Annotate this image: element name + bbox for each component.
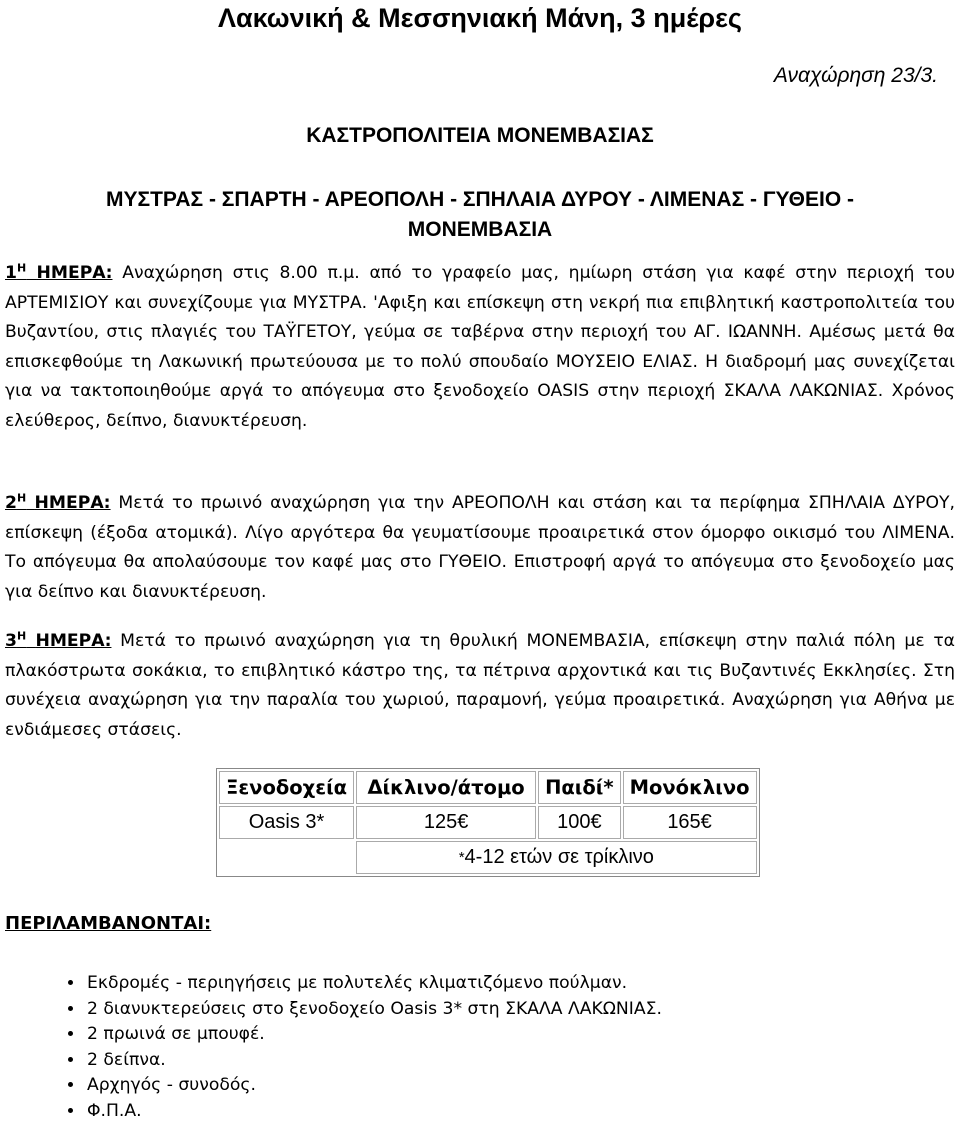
day-1-number: 1 [5, 263, 17, 283]
price-table-header-row [219, 771, 757, 804]
list-item: • Φ.Π.Α. [85, 1099, 662, 1125]
day-3-label [5, 631, 111, 651]
day-2-number: 2 [5, 493, 17, 513]
table-note-row [219, 841, 757, 874]
empty-cell [219, 841, 354, 874]
day-2-paragraph [5, 489, 955, 607]
note-text: 4-12 ετών σε τρίκλινο [464, 846, 654, 868]
header-hotels: Ξενοδοχεία [219, 771, 354, 804]
day-2-label-text: ΗΜΕΡΑ: [34, 493, 111, 513]
child-price-cell: 100€ [538, 806, 621, 839]
day-1-label-text: ΗΜΕΡΑ: [36, 263, 113, 283]
hotel-name-cell: Oasis 3* [219, 806, 354, 839]
document-subtitle: ΚΑΣΤΡΟΠΟΛΙΤΕΙΑ ΜΟΝΕΜΒΑΣΙΑΣ [306, 124, 654, 147]
header-double-per-person: Δίκλινο/άτομο [356, 771, 536, 804]
single-price-cell: 165€ [623, 806, 757, 839]
day-1-superscript: Η [16, 261, 27, 275]
list-item: • Αρχηγός - συνοδός. [85, 1073, 662, 1099]
day-1-text: Αναχώρηση στις 8.00 π.μ. από το γραφείο μας, ημίωρη στάση για καφέ στην περιοχή του ΑΡΤΕΜΙΣΙΟΥ και συνεχίζουμε για ΜΥΣΤΡΑ. 'Αφιξη και επίσκεψη στη νεκρή πια επιβλητική καστροπολιτεία του Βυζαντίου, στις πλαγιές του ΤΑΫΓΕΤΟΥ, γεύμα σε ταβέρνα στην περιοχή του ΑΓ. ΙΩΑΝΝΗ. Αμέσως μετά θα επισκεφθούμε τη Λακωνική πρωτεύουσα με το πολύ σπουδαίο ΜΟΥΣΕΙΟ ΕΛΙΑΣ. Η διαδρομή μας συνεχίζεται για να τακτοποιηθούμε αργά το απόγευμα στο ξενοδοχείο OASIS στην περιοχή ΣΚΑΛΑ ΛΑΚΩΝΙΑΣ. Χρόνος ελεύθερος, δείπνο, διανυκτέρευση. [5, 263, 955, 431]
day-3-superscript: Η [16, 629, 27, 643]
table-row [219, 806, 757, 839]
list-item: • 2 δείπνα. [85, 1048, 662, 1074]
day-1-paragraph [5, 259, 955, 437]
day-2-label [5, 493, 111, 513]
day-3-number: 3 [5, 631, 17, 651]
price-table [216, 768, 760, 877]
list-item: • 2 πρωινά σε μπουφέ. [85, 1022, 662, 1048]
includes-heading: ΠΕΡΙΛΑΜΒΑΝΟΝΤΑΙ: [5, 913, 212, 934]
document-title: Λακωνική & Μεσσηνιακή Μάνη, 3 ημέρες [218, 3, 742, 33]
double-price-cell: 125€ [356, 806, 536, 839]
day-3-paragraph [5, 627, 955, 745]
day-2-superscript: Η [16, 491, 27, 505]
day-2-text: Μετά το πρωινό αναχώρηση για την ΑΡΕΟΠΟΛΗ και στάση και τα περίφημα ΣΠΗΛΑΙΑ ΔΥΡΟΥ, επίσκεψη (έξοδα ατομικά). Λίγο αργότερα θα γευματίσουμε προαιρετικά στον όμορφο οικισμό του ΛΙΜΕΝΑ. Το απόγευμα θα απολαύσουμε τον καφέ μας στο ΓΥΘΕΙΟ. Επιστροφή αργά το απόγευμα στο ξενοδοχείο μας για δείπνο και διανυκτέρευση. [5, 493, 956, 602]
note-asterisk: * [458, 849, 465, 866]
list-item: • Εκδρομές - περιηγήσεις με πολυτελές κλιματιζόμενο πούλμαν. [85, 971, 662, 997]
day-3-text: Μετά το πρωινό αναχώρηση για τη θρυλική ΜΟΝΕΜΒΑΣΙΑ, επίσκεψη στην παλιά πόλη με τα πλακόστρωτα σοκάκια, το επιβλητικό κάστρο της, τα πέτρινα αρχοντικά και τις Βυζαντινές Εκκλησίες. Στη συνέχεια αναχώρηση για την παραλία του χωριού, παραμονή, γεύμα προαιρετικά. Αναχώρηση για Αθήνα με ενδιάμεσες στάσεις. [5, 631, 956, 740]
child-age-note [356, 841, 756, 874]
header-child: Παιδί* [538, 771, 621, 804]
route-heading: ΜΥΣΤΡΑΣ - ΣΠΑΡΤΗ - ΑΡΕΟΠΟΛΗ - ΣΠΗΛΑΙΑ ΔΥΡΟΥ - ΛΙΜΕΝΑΣ - ΓΥΘΕΙΟ - ΜΟΝΕΜΒΑΣΙΑ [105, 188, 854, 241]
day-1-label [5, 263, 112, 283]
day-3-label-text: ΗΜΕΡΑ: [35, 631, 112, 651]
departure-date: Αναχώρηση 23/3. [773, 64, 938, 87]
includes-list [40, 971, 662, 1125]
list-item: • 2 διανυκτερεύσεις στο ξενοδοχείο Oasis 3* στη ΣΚΑΛΑ ΛΑΚΩΝΙΑΣ. [85, 997, 662, 1023]
header-single: Μονόκλινο [623, 771, 757, 804]
